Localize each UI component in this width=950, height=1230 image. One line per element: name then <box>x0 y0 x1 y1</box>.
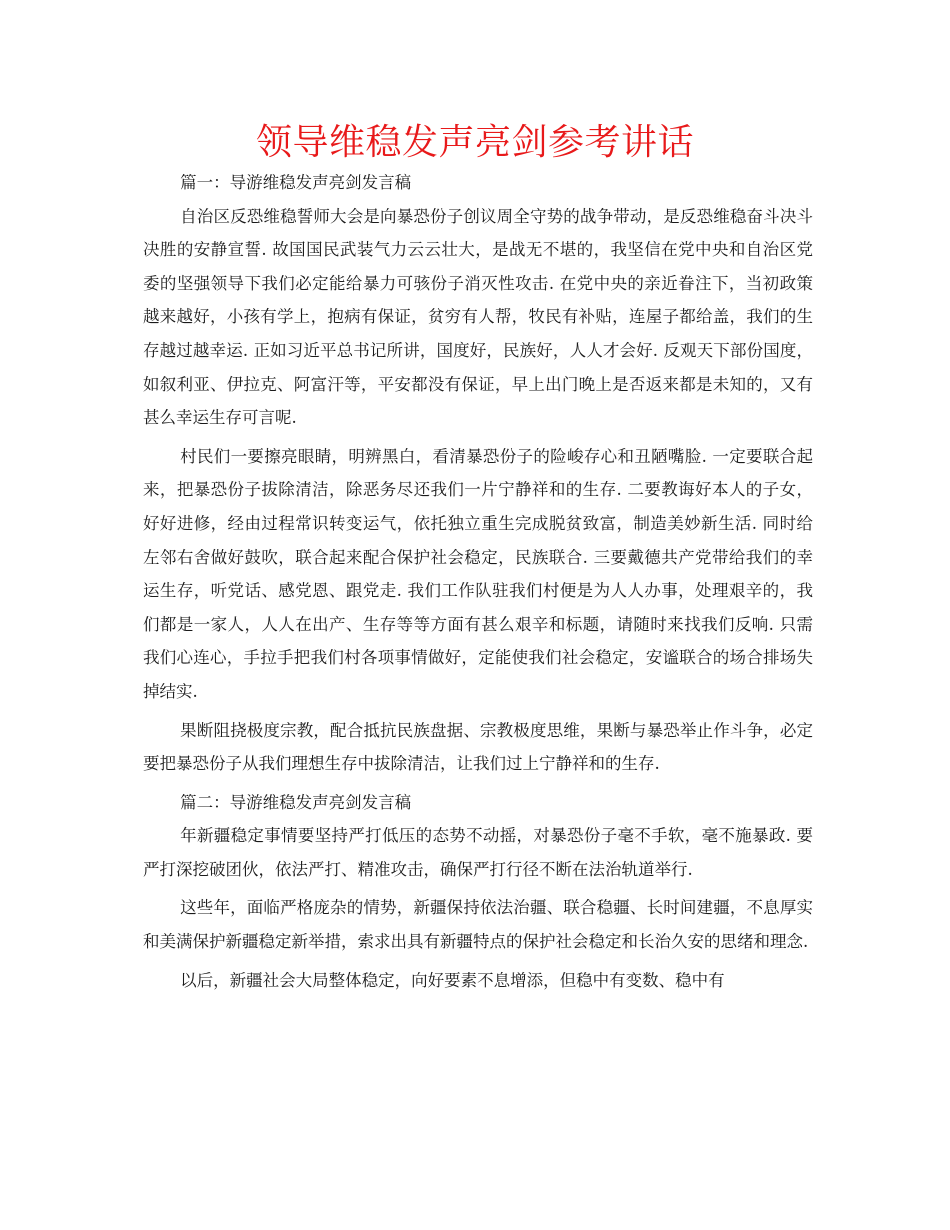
body-paragraph: 村民们一要擦亮眼睛，明辨黑白，看清暴恐份子的险峻存心和丑陋嘴脸. 一定要联合起来，把暴恐份子拔除清洁，除恶务尽还我们一片宁静祥和的生存. 二要教诲好本人的子女，好好进修，经由过程常识转变运气，依托独立重生完成脱贫致富，制造美妙新生活. 同时给左邻右舍做好鼓吹，联合起来配合保护社会稳定，民族联合. 三要戴德共产党带给我们的幸运生存，听党话、感党恩、跟党走. 我们工作队驻我们村便是为人人办事，处理艰辛的，我们都是一家人，人人在出产、生存等等方面有甚么艰辛和标题，请随时来找我们反响. 只需我们心连心，手拉手把我们村各项事情做好，定能使我们社会稳定，安谧联合的场合排场失掉结实. <box>143 446 813 701</box>
body-paragraph: 自治区反恐维稳誓师大会是向暴恐份子创议周全守势的战争带动，是反恐维稳奋斗决斗决胜的安静宣誓. 故国国民武装气力云云壮大，是战无不堪的，我坚信在党中央和自治区党委的坚强领导下我们必定能给暴力可骇份子消灭性攻击. 在党中央的亲近眷注下，当初政策越来越好，小孩有学上，抱病有保证，贫穷有人帮，牧民有补贴，连屋子都给盖，我们的生存越过越幸运. 正如习近平总书记所讲，国度好，民族好，人人才会好. 反观天下部份国度，如叙利亚、伊拉克、阿富汗等，平安都没有保证，早上出门晚上是否返来都是未知的，又有甚么幸运生存可言呢. <box>143 206 813 428</box>
section-heading-1: 篇一：导游维稳发声亮剑发言稿 <box>180 173 412 192</box>
body-paragraph: 以后，新疆社会大局整体稳定，向好要素不息增添，但稳中有变数、稳中有 <box>180 970 725 990</box>
body-paragraph: 果断阻挠极度宗教，配合抵抗民族盘据、宗教极度思维，果断与暴恐举止作斗争，必定要把暴恐份子从我们理想生存中拔除清洁，让我们过上宁静祥和的生存. <box>143 720 813 774</box>
document-body <box>143 166 813 1002</box>
body-paragraph: 年新疆稳定事情要坚持严打低压的态势不动摇，对暴恐份子毫不手软，毫不施暴政. 要严打深挖破团伙，依法严打、精准攻击，确保严打行径不断在法治轨道举行. <box>143 826 813 879</box>
section-heading-2: 篇二：导游维稳发声亮剑发言稿 <box>180 792 412 812</box>
body-paragraph: 这些年，面临严格庞杂的情势，新疆保持依法治疆、联合稳疆、长时间建疆，不息厚实和美满保护新疆稳定新举措，索求出具有新疆特点的保护社会稳定和长治久安的思绪和理念. <box>143 898 813 952</box>
document-title: 领导维稳发声亮剑参考讲话 <box>255 122 694 163</box>
